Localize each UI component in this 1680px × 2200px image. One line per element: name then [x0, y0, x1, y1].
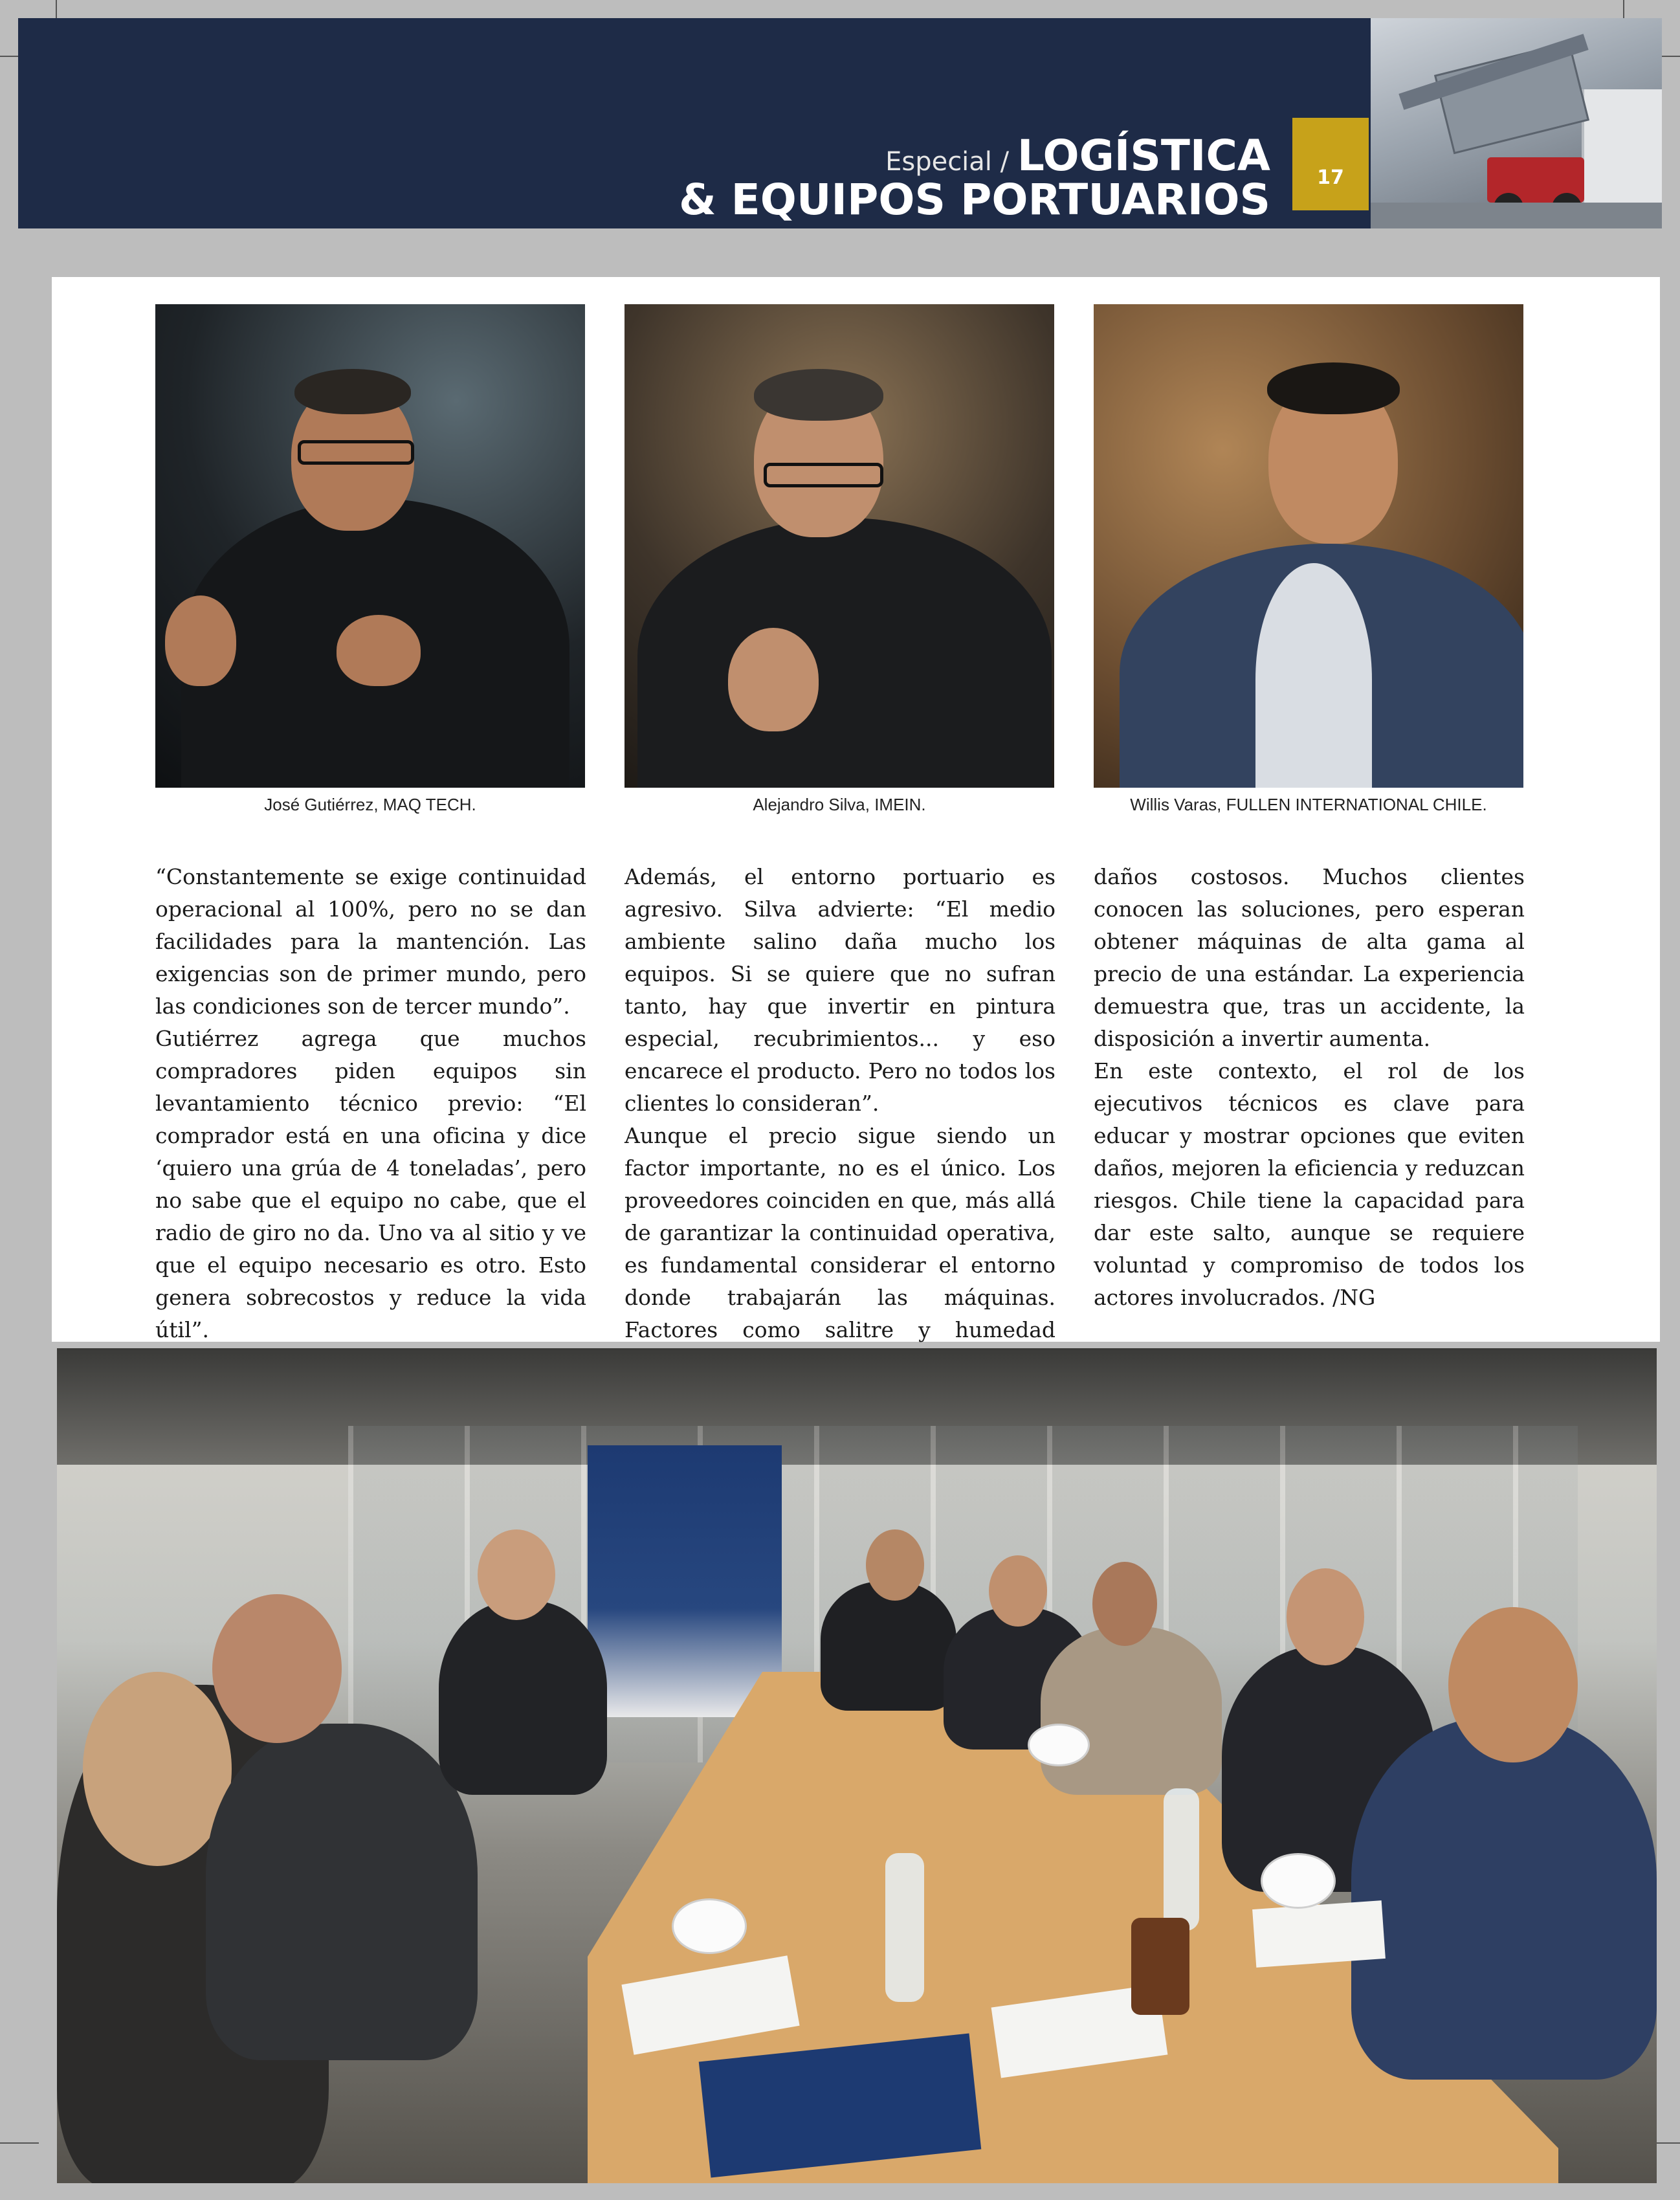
photo-water-bottle — [885, 1853, 924, 2002]
crop-mark — [0, 2142, 39, 2144]
article-column-1 — [155, 861, 586, 1346]
portrait-glasses — [764, 463, 883, 487]
photo-person-head — [1448, 1607, 1578, 1762]
photo-person — [439, 1601, 607, 1795]
article-paragraph: Además, el entorno portuario es agresivo. Silva advierte: “El medio ambiente salino daña mucho los equipos. Si se quiere que no sufran tanto, hay que invertir en pintura especial, recubrimientos... y eso encarece el producto. Pero no todos los clientes lo consideran”. — [624, 864, 1056, 1116]
article-paragraph: Aunque el precio sigue siendo un factor importante, no es el único. Los proveedores coinciden en que, más allá de garantizar la continuidad operativa, es fundamental considerar el entorno donde trabajarán las máquinas. Factores como salitre y humedad — [624, 1123, 1056, 1342]
portrait-hair — [754, 369, 883, 421]
photo-person-head — [1287, 1568, 1364, 1665]
portrait-torso — [637, 518, 1052, 788]
portrait-hand — [165, 595, 236, 686]
section-header-banner — [18, 18, 1662, 228]
photo-person — [1041, 1627, 1222, 1795]
photo-rollup-banner — [588, 1445, 782, 1717]
article-paragraph: Gutiérrez agrega que muchos compradores piden equipos sin levantamiento técnico previo: “El comprador está en una oficina y dice ‘quiero una grúa de 4 toneladas’, pero no sabe que el equipo no cabe, que el radio de giro no da. Uno va al sitio y ve que el equipo necesario es otro. Esto genera sobrecostos y reduce la vida útil”. — [155, 1026, 586, 1342]
portrait-hand — [337, 615, 421, 686]
photo-name-card — [1252, 1900, 1386, 1968]
section-title — [679, 131, 1270, 225]
article-paragraph: En este contexto, el rol de los ejecutivos técnicos es clave para educar y mostrar opciones que eviten daños, mejoren la eficiencia y reduzcan riesgos. Chile tiene la capacidad para dar este salto, aunque se requiere voluntad y compromiso de todos los actores involucrados. /NG — [1094, 1058, 1525, 1310]
photo-person-head — [989, 1555, 1047, 1627]
photo-coffee-cup — [1261, 1853, 1336, 1909]
portrait-caption: Willis Varas, FULLEN INTERNATIONAL CHILE. — [1130, 795, 1487, 814]
section-title-line2: & EQUIPOS PORTUARIOS — [679, 175, 1270, 225]
article-paragraph: “Constantemente se exige continuidad operacional al 100%, pero no se dan facilidades para la mantención. Las exigencias son de primer mundo, pero las condiciones son de tercer mundo”. — [155, 864, 586, 1019]
section-prefix: Especial / — [885, 147, 1017, 177]
section-title-line1: LOGÍSTICA — [1017, 131, 1270, 181]
portrait-photo-varas — [1094, 304, 1523, 788]
photo-water-bottle — [1164, 1788, 1199, 1931]
roundtable-meeting-photo — [57, 1348, 1657, 2183]
photo-person-head — [212, 1594, 342, 1743]
photo-person-head — [478, 1529, 555, 1620]
portrait-photo-silva — [624, 304, 1054, 788]
photo-person-head — [1092, 1562, 1157, 1646]
photo-coffee-jar — [1131, 1918, 1189, 2015]
photo-ground — [1371, 203, 1662, 228]
photo-person-head — [866, 1529, 924, 1601]
portrait-glasses — [298, 440, 414, 465]
photo-coffee-cup — [1028, 1724, 1090, 1766]
photo-coffee-cup — [672, 1898, 747, 1954]
photo-person — [206, 1724, 478, 2060]
photo-person — [1351, 1717, 1657, 2080]
portrait-hair — [1267, 362, 1400, 414]
header-port-crane-photo — [1371, 18, 1662, 228]
portrait-hand — [728, 628, 819, 731]
article-column-3 — [1094, 861, 1525, 1314]
portrait-caption: José Gutiérrez, MAQ TECH. — [264, 795, 476, 814]
article-paragraph: daños costosos. Muchos clientes conocen las soluciones, pero esperan obtener máquinas de alta gama al precio de una estándar. La experiencia demuestra que, tras un accidente, la disposición a invertir aumenta. — [1094, 864, 1525, 1051]
photo-person — [821, 1581, 956, 1711]
page-number: 17 — [1292, 118, 1369, 210]
portrait-shirt — [1255, 563, 1372, 788]
portrait-caption: Alejandro Silva, IMEIN. — [753, 795, 926, 814]
article-column-2 — [624, 861, 1056, 1379]
portrait-photo-gutierrez — [155, 304, 585, 788]
portrait-hair — [294, 369, 411, 414]
